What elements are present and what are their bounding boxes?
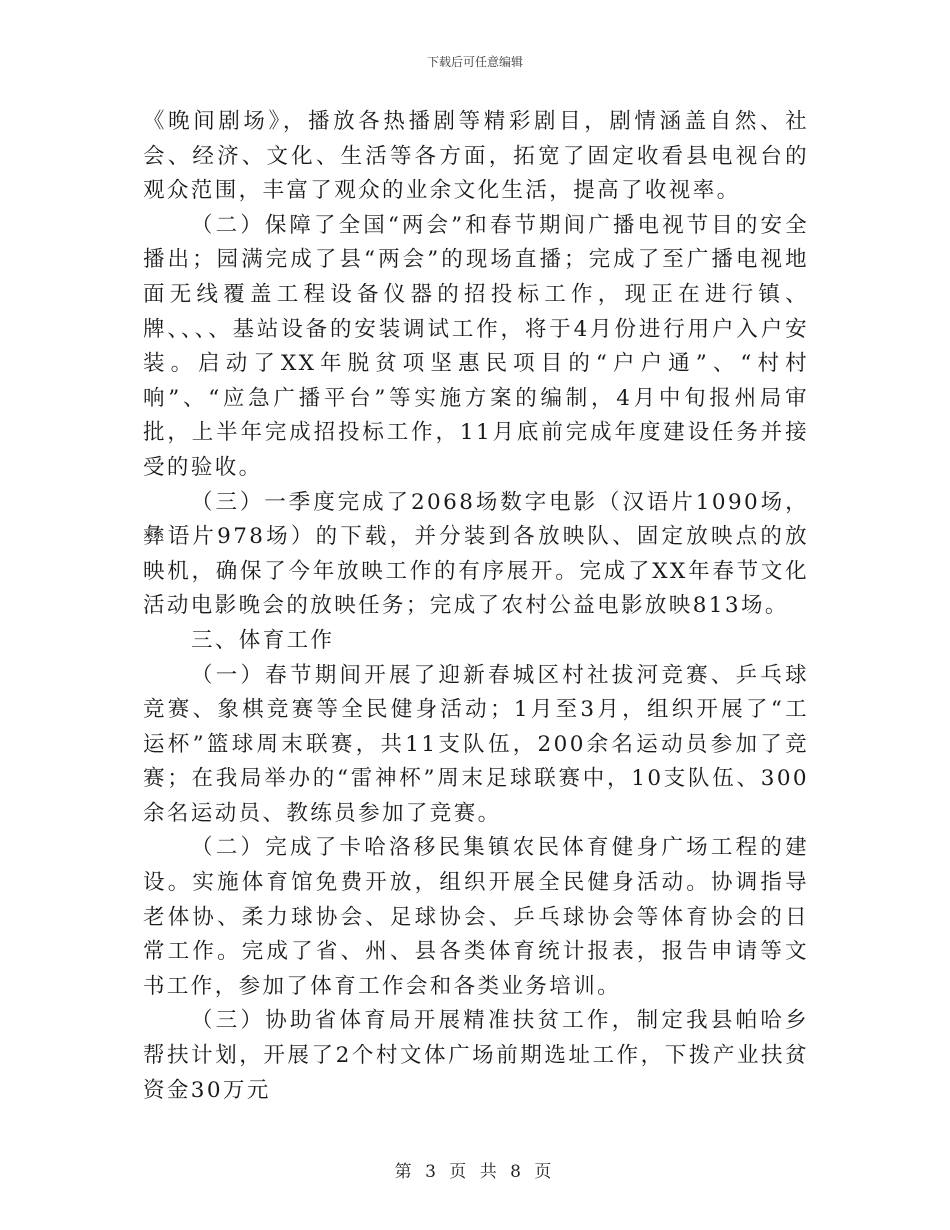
page-header: 下载后可任意编辑 [426,55,523,69]
paragraph-5: （一）春节期间开展了迎新春城区村社拔河竞赛、乒乓球竞赛、象棋竞赛等全民健身活动；1月至3月，组织开展了“工运杯”篮球周末联赛，共11支队伍，200余名运动员参加了竞赛；在我局举办的“雷神杯”周末足球联赛中，10支队伍、300余名运动员、教练员参加了竞赛。 [143,662,809,826]
paragraph-7: （三）协助省体育局开展精准扶贫工作，制定我县帕哈乡帮扶计划，开展了2个村文体广场前期选址工作，下拨产业扶贫资金30万元 [143,1008,809,1103]
document-body [143,105,809,1108]
paragraph-3: （三）一季度完成了2068场数字电影（汉语片1090场，彝语片978场）的下载，并分装到各放映队、固定放映点的放映机，确保了今年放映工作的有序展开。完成了XX年春节文化活动电影晚会的放映任务；完成了农村公益电影放映813场。 [143,489,809,619]
paragraph-1: 《晚间剧场》，播放各热播剧等精彩剧目，剧情涵盖自然、社会、经济、文化、生活等各方面，拓宽了固定收看县电视台的观众范围，丰富了观众的业余文化生活，提高了收视率。 [143,109,809,204]
paragraph-2: （二）保障了全国“两会”和春节期间广播电视节目的安全播出；园满完成了县“两会”的现场直播；完成了至广播电视地面无线覆盖工程设备仪器的招投标工作，现正在进行镇、牌、、、、基站设备的安装调试工作，将于4月份进行用户入户安装。启动了XX年脱贫项坚惠民项目的“户户通”、“村村响”、“应急广播平台”等实施方案的编制，4月中旬报州局审批，上半年完成招投标工作，11月底前完成年度建设任务并接受的验收。 [143,212,809,480]
section-heading-sports: 三、体育工作 [191,627,335,653]
page-footer: 第 3 页 共 8 页 [394,1162,556,1182]
paragraph-6: （二）完成了卡哈洛移民集镇农民体育健身广场工程的建设。实施体育馆免费开放，组织开展全民健身活动。协调指导老体协、柔力球协会、足球协会、乒乓球协会等体育协会的日常工作。完成了省、州、县各类体育统计报表，报告申请等文书工作，参加了体育工作会和各类业务培训。 [143,835,809,999]
